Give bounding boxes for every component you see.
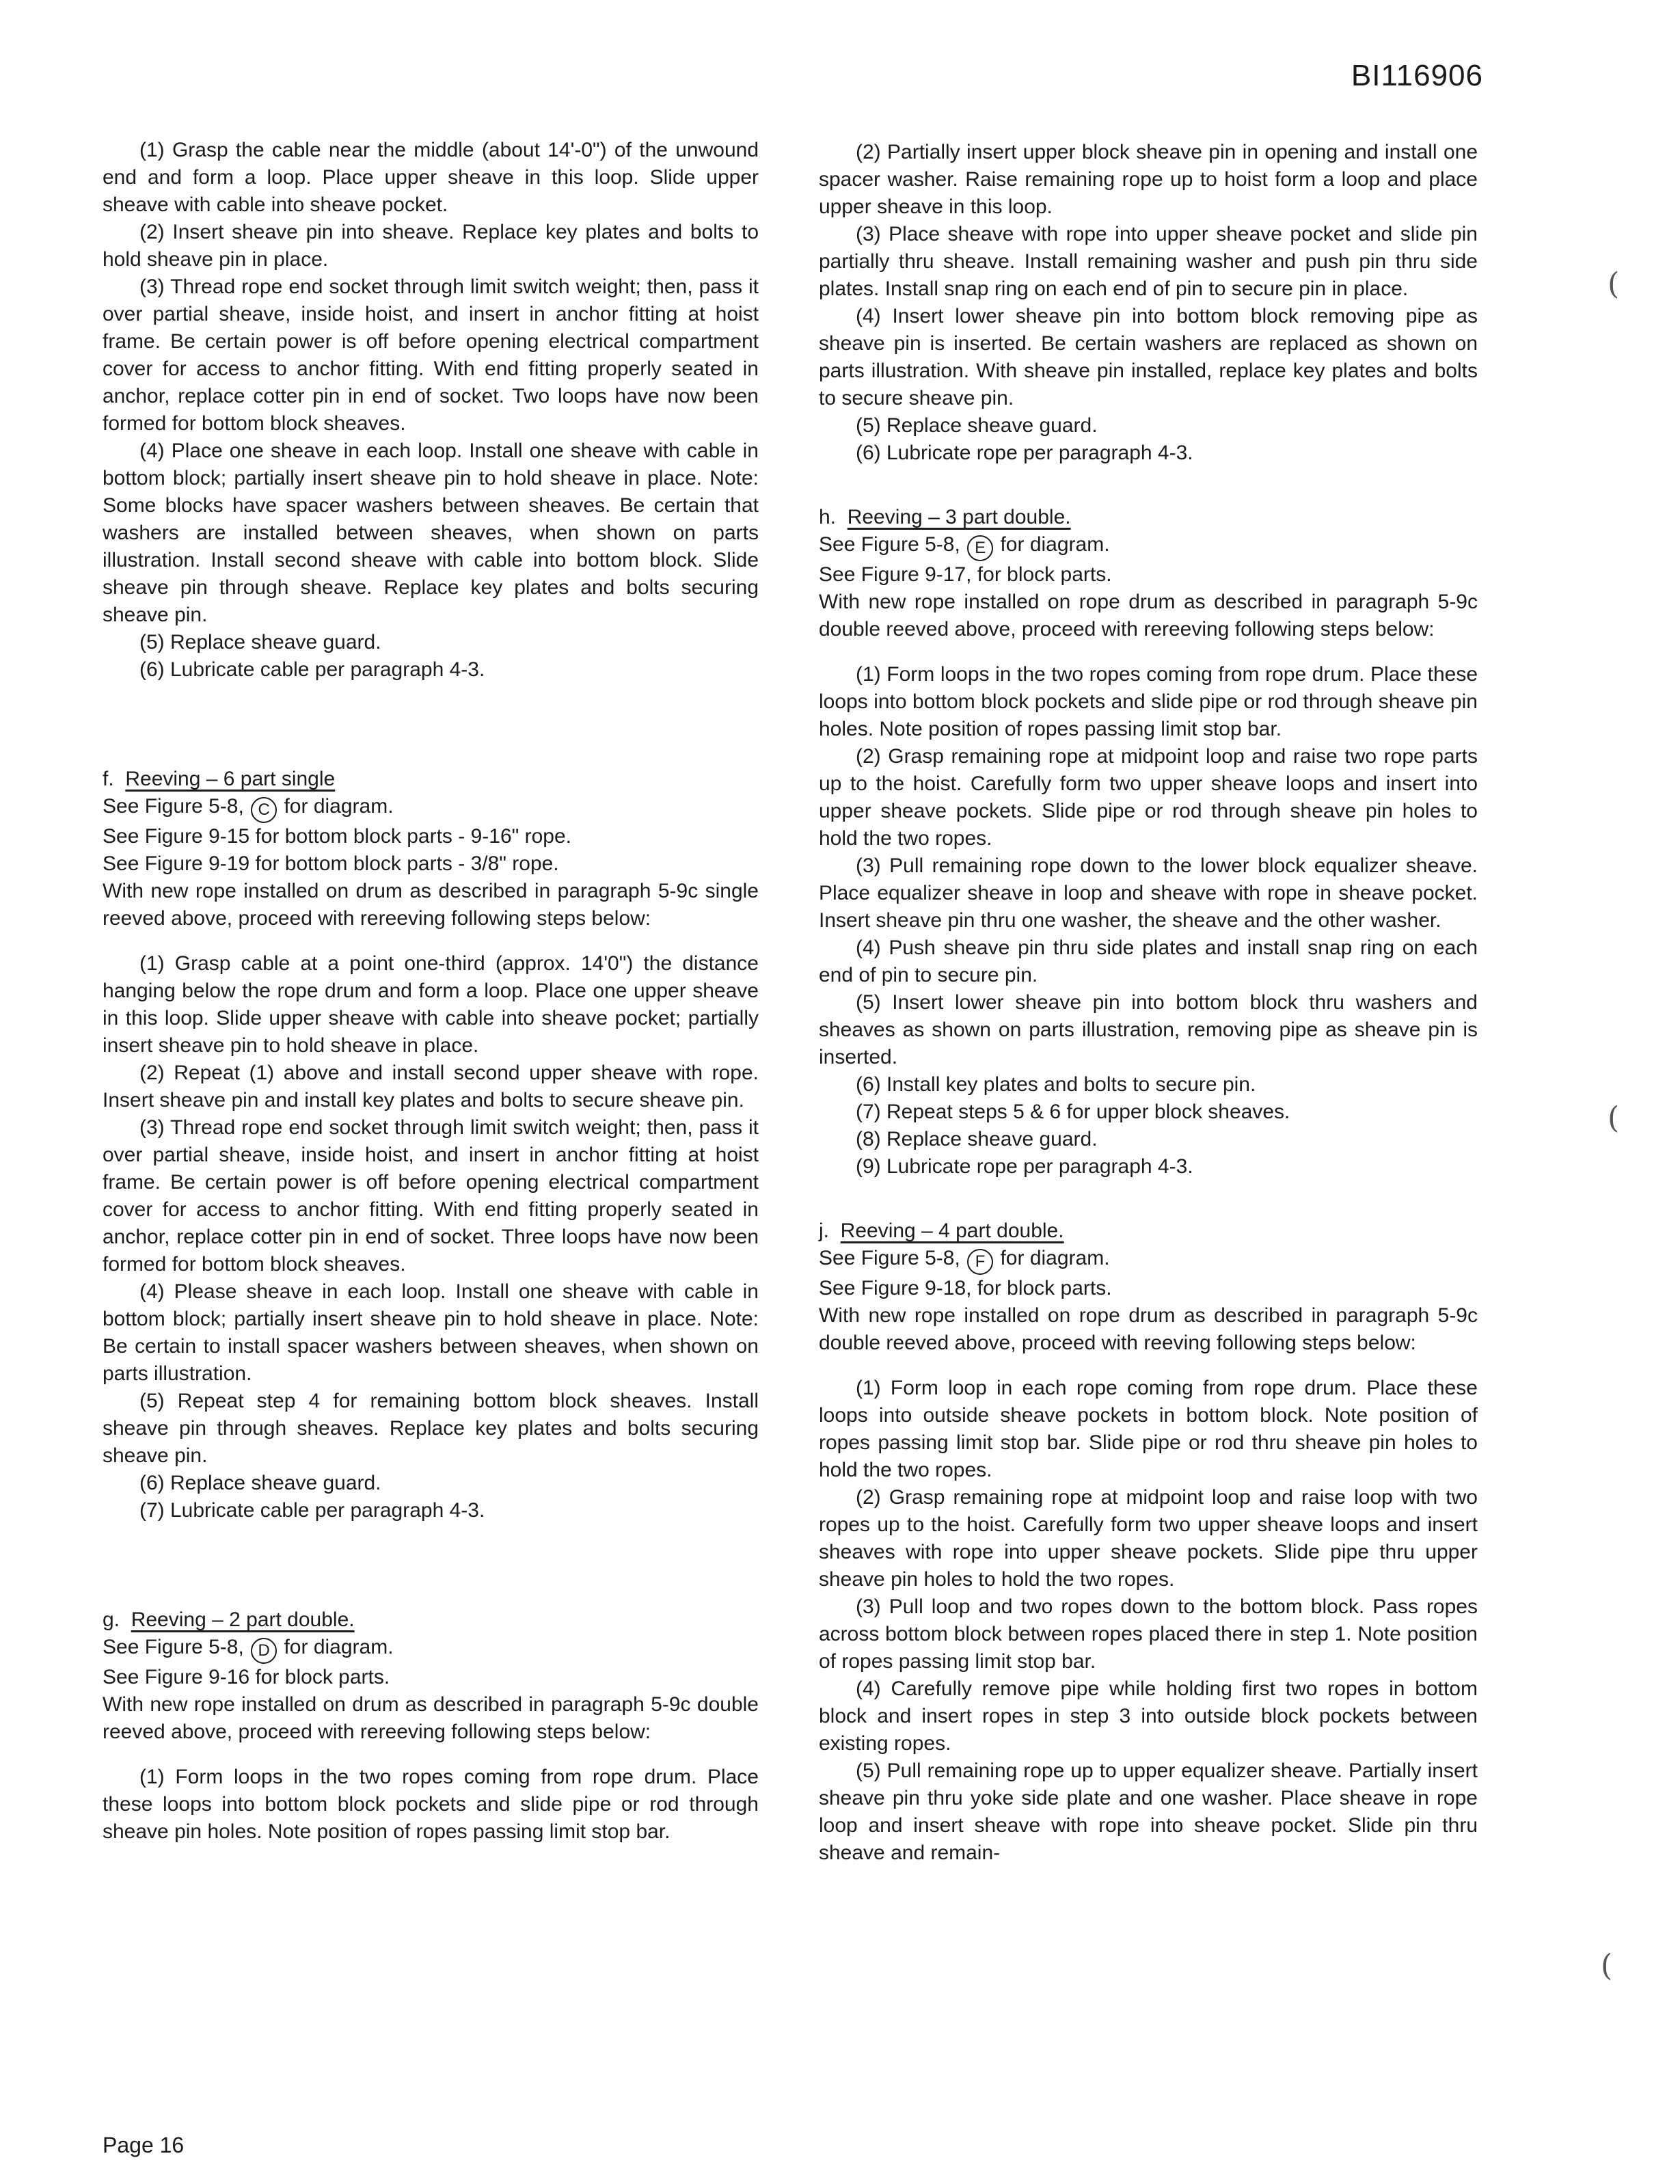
- step: (7) Repeat steps 5 & 6 for upper block sheaves.: [856, 1101, 1290, 1123]
- step: (9) Lubricate rope per paragraph 4-3.: [856, 1155, 1193, 1178]
- parts-reference: See Figure 9-17, for block parts.: [819, 563, 1112, 586]
- section-title: Reeving – 2 part double.: [131, 1608, 355, 1631]
- step: (4) Push sheave pin thru side plates and install snap ring on each end of pin to secure pin.: [819, 936, 1478, 986]
- step: (5) Pull remaining rope up to upper equalizer sheave. Partially insert sheave pin thru yoke side plate and one washer. Place sheave in rope loop and insert sheave with rope into sheave pocket. Slide pin thru sheave and remain-: [819, 1760, 1478, 1864]
- step: (5) Insert lower sheave pin into bottom block thru washers and sheaves as shown on parts illustration, removing pipe as sheave pin is inserted.: [819, 991, 1478, 1068]
- step: (2) Grasp remaining rope at midpoint loop and raise loop with two ropes up to the hoist. Carefully form two upper sheave loops and insert sheaves with rope into upper sheave pockets. Slide pipe thru upper sheave pin holes to hold the two ropes.: [819, 1486, 1478, 1591]
- step: (7) Lubricate cable per paragraph 4-3.: [139, 1499, 485, 1522]
- parts-reference: See Figure 9-16 for block parts.: [103, 1666, 390, 1688]
- section-lead: With new rope installed on drum as described in paragraph 5-9c double reeved above, proceed with rereeving following steps below:: [103, 1693, 759, 1743]
- figure-ref-prefix: See Figure 5-8,: [819, 1247, 960, 1269]
- circled-letter-icon: E: [967, 535, 993, 561]
- parts-reference: See Figure 9-18, for block parts.: [819, 1277, 1112, 1299]
- step: (1) Form loops in the two ropes coming from rope drum. Place these loops into bottom block pockets and slide pipe or rod through sheave pin holes. Note position of ropes passing limit stop bar.: [819, 663, 1478, 740]
- step: (4) Please sheave in each loop. Install one sheave with cable in bottom block; partially insert sheave pin to hold sheave in place. Note: Be certain to install spacer washers between sheaves, when shown on parts illustration.: [103, 1280, 759, 1385]
- section-heading-h: [819, 504, 1478, 531]
- section-lead: With new rope installed on rope drum as described in paragraph 5-9c double reeved above, proceed with rereeving following steps below:: [819, 591, 1478, 641]
- section-title: Reeving – 6 part single: [125, 768, 336, 790]
- binding-mark: (: [1608, 1101, 1620, 1135]
- document-id: BI116906: [1351, 59, 1483, 92]
- section-letter: f.: [103, 768, 114, 790]
- figure-ref-suffix: for diagram.: [284, 1636, 394, 1658]
- figure-reference: [819, 531, 1478, 561]
- section-heading-j: [819, 1217, 1478, 1245]
- section-letter: j.: [819, 1219, 829, 1242]
- step: (6) Install key plates and bolts to secure pin.: [856, 1073, 1256, 1096]
- step: (3) Pull loop and two ropes down to the bottom block. Pass ropes across bottom block between ropes placed there in step 1. Note position of ropes passing limit stop bar.: [819, 1595, 1478, 1673]
- section-lead: With new rope installed on drum as described in paragraph 5-9c single reeved above, proceed with rereeving following steps below:: [103, 880, 759, 930]
- paragraph: (2) Partially insert upper block sheave pin in opening and install one spacer washer. Raise remaining rope up to hoist form a loop and place upper sheave in this loop.: [819, 141, 1478, 218]
- paragraph: (6) Lubricate cable per paragraph 4-3.: [139, 658, 485, 681]
- step: (2) Repeat (1) above and install second upper sheave with rope. Insert sheave pin and install key plates and bolts to secure sheave pin.: [103, 1062, 759, 1111]
- step: (5) Repeat step 4 for remaining bottom block sheaves. Install sheave pin through sheaves. Replace key plates and bolts securing sheave pin.: [103, 1390, 759, 1467]
- circled-letter-icon: C: [251, 797, 277, 823]
- circled-letter-icon: F: [967, 1249, 993, 1275]
- paragraph: (3) Thread rope end socket through limit switch weight; then, pass it over partial sheave, inside hoist, and insert in anchor fitting at hoist frame. Be certain power is off before opening electrical compartment cover for access to anchor fitting. With end fitting properly seated in anchor, replace cotter pin in end of socket. Two loops have now been formed for bottom block sheaves.: [103, 275, 759, 435]
- paragraph: (6) Lubricate rope per paragraph 4-3.: [856, 442, 1193, 464]
- figure-reference: [103, 1634, 759, 1664]
- paragraph: (4) Insert lower sheave pin into bottom block removing pipe as sheave pin is inserted. Be certain washers are replaced as shown on parts illustration. With sheave pin installed, replace key plates and bolts to secure sheave pin.: [819, 305, 1478, 409]
- parts-reference: See Figure 9-19 for bottom block parts - 3/8" rope.: [103, 852, 559, 875]
- paragraph: (5) Replace sheave guard.: [139, 631, 381, 653]
- step: (3) Pull remaining rope down to the lower block equalizer sheave. Place equalizer sheave in loop and sheave with rope in sheave pocket. Insert sheave pin thru one washer, the sheave and the other washer.: [819, 854, 1478, 932]
- figure-ref-suffix: for diagram.: [284, 795, 394, 818]
- section-lead: With new rope installed on rope drum as described in paragraph 5-9c double reeved above, proceed with reeving following steps below:: [819, 1304, 1478, 1354]
- step: (6) Replace sheave guard.: [139, 1472, 381, 1494]
- figure-ref-prefix: See Figure 5-8,: [103, 795, 244, 818]
- figure-ref-suffix: for diagram.: [1000, 533, 1110, 556]
- circled-letter-icon: D: [251, 1638, 277, 1664]
- figure-reference: [103, 793, 759, 823]
- page-number: Page 16: [103, 2133, 185, 2157]
- left-column: [103, 137, 759, 1846]
- paragraph: (2) Insert sheave pin into sheave. Replace key plates and bolts to hold sheave pin in place.: [103, 221, 759, 271]
- parts-reference: See Figure 9-15 for bottom block parts - 9-16" rope.: [103, 825, 571, 848]
- figure-ref-prefix: See Figure 5-8,: [103, 1636, 244, 1658]
- step: (1) Grasp cable at a point one-third (approx. 14'0") the distance hanging below the rope drum and form a loop. Place one upper sheave in this loop. Slide upper sheave with cable into sheave pocket; partially insert sheave pin to hold sheave in place.: [103, 952, 759, 1057]
- right-column: [819, 139, 1478, 1867]
- section-letter: g.: [103, 1608, 120, 1631]
- section-heading-g: [103, 1606, 759, 1634]
- step: (4) Carefully remove pipe while holding first two ropes in bottom block and insert ropes in step 3 into outside block pockets between existing ropes.: [819, 1677, 1478, 1755]
- paragraph: (4) Place one sheave in each loop. Install one sheave with cable in bottom block; partially insert sheave pin to hold sheave in place. Note: Some blocks have spacer washers between sheaves. Be certain that washers are installed between sheaves, when shown on parts illustration. Install second sheave with cable into bottom block. Slide sheave pin through sheave. Replace key plates and bolts securing sheave pin.: [103, 440, 759, 626]
- step: (1) Form loops in the two ropes coming from rope drum. Place these loops into bottom block pockets and slide pipe or rod through sheave pin holes. Note position of ropes passing limit stop bar.: [103, 1766, 759, 1843]
- binding-mark: (: [1608, 267, 1620, 301]
- figure-ref-prefix: See Figure 5-8,: [819, 533, 960, 556]
- step: (2) Grasp remaining rope at midpoint loop and raise two rope parts up to the hoist. Carefully form two upper sheave loops and insert into upper sheave pockets. Slide pipe or rod through sheave pin holes to hold the two ropes.: [819, 745, 1478, 850]
- paragraph: (5) Replace sheave guard.: [856, 414, 1098, 437]
- binding-mark: (: [1601, 1948, 1613, 1983]
- section-title: Reeving – 3 part double.: [847, 506, 1071, 528]
- paragraph: (1) Grasp the cable near the middle (about 14'-0") of the unwound end and form a loop. Place upper sheave in this loop. Slide upper sheave with cable into sheave pocket.: [103, 139, 759, 216]
- step: (8) Replace sheave guard.: [856, 1128, 1098, 1150]
- section-title: Reeving – 4 part double.: [840, 1219, 1064, 1242]
- figure-reference: [819, 1245, 1478, 1275]
- step: (1) Form loop in each rope coming from rope drum. Place these loops into outside sheave pockets in bottom block. Note position of ropes passing limit stop bar. Slide pipe or rod thru sheave pin holes to hold the two ropes.: [819, 1377, 1478, 1481]
- paragraph: (3) Place sheave with rope into upper sheave pocket and slide pin partially thru sheave. Install remaining washer and push pin thru side plates. Install snap ring on each end of pin to secure pin in place.: [819, 223, 1478, 300]
- figure-ref-suffix: for diagram.: [1000, 1247, 1110, 1269]
- section-letter: h.: [819, 506, 837, 528]
- section-heading-f: [103, 766, 759, 793]
- step: (3) Thread rope end socket through limit switch weight; then, pass it over partial sheave, inside hoist, and insert in anchor fitting at hoist frame. Be certain power is off before opening electrical compartment cover for access to anchor fitting. With end fitting properly seated in anchor, replace cotter pin in end of socket. Three loops have now been formed for bottom block sheaves.: [103, 1116, 759, 1276]
